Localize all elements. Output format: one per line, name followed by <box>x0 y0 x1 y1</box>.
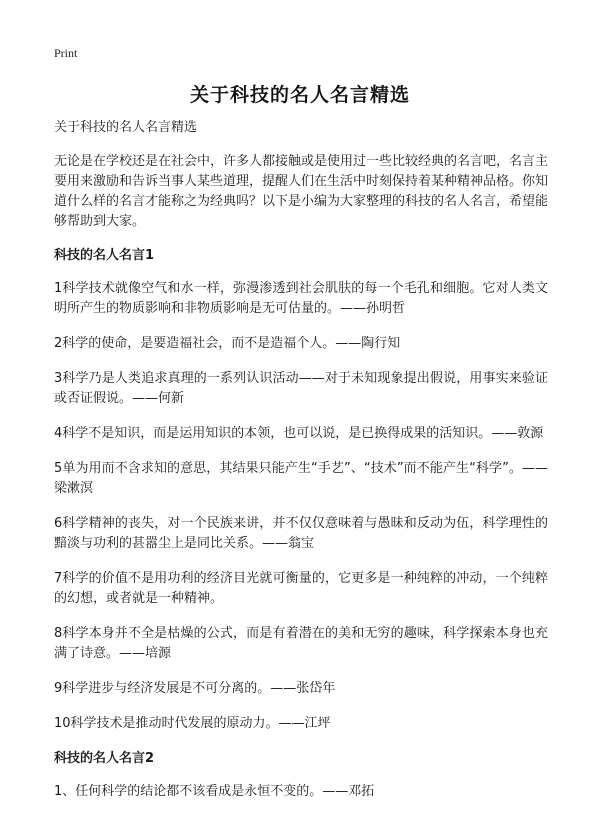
quote-item: 5单为用而不含求知的意思，其结果只能产生“手艺”、“技术”而不能产生“科学”。——梁漱溟 <box>54 461 548 496</box>
document-subtitle: 关于科技的名人名言精选 <box>54 120 198 135</box>
quote-item: 7科学的价值不是用功利的经济目光就可衡量的，它更多是一种纯粹的冲动，一个纯粹的幻想，或者就是一种精神。 <box>54 571 548 606</box>
quote-item: 10科学技术是推动时代发展的原动力。——江坪 <box>54 716 331 731</box>
quote-item: 3科学乃是人类追求真理的一系列认识活动——对于未知现象提出假说，用事实来验证或否证假说。——何新 <box>54 371 548 406</box>
section-heading-2: 科技的名人名言2 <box>54 751 155 766</box>
quote-item: 4科学不是知识，而是运用知识的本领，也可以说，是已换得成果的活知识。——敦源 <box>54 426 544 441</box>
quote-item: 6科学精神的丧失，对一个民族来讲，并不仅仅意味着与愚昧和反动为伍，科学理性的黯淡与功利的甚嚣尘上是同比关系。——翁宝 <box>54 516 548 551</box>
quote-item: 2科学的使命，是要造福社会，而不是造福个人。——陶行知 <box>54 336 401 351</box>
intro-paragraph: 无论是在学校还是在社会中，许多人都接触或是使用过一些比较经典的名言吧，名言主要用来激励和告诉当事人某些道理，提醒人们在生活中时刻保持着某种精神品格。你知道什么样的名言才能称之为经典吗？以下是小编为大家整理的科技的名人名言，希望能够帮助到大家。 <box>54 154 549 229</box>
page-title: 关于科技的名人名言精选 <box>189 84 410 106</box>
document-body <box>54 118 548 817</box>
quote-item: 8科学本身并不全是枯燥的公式，而是有着潜在的美和无穷的趣味，科学探索本身也充满了诗意。——培源 <box>54 626 548 661</box>
quote-item: 1、任何科学的结论都不该看成是永恒不变的。——邓拓 <box>54 784 375 799</box>
print-link[interactable]: Print <box>54 46 78 60</box>
quote-item: 1科学技术就像空气和水一样，弥漫渗透到社会肌肤的每一个毛孔和细胞。它对人类文明所产生的物质影响和非物质影响是无可估量的。——孙明哲 <box>54 281 548 316</box>
quote-item: 9科学进步与经济发展是不可分离的。——张岱年 <box>54 681 336 696</box>
section-heading-1: 科技的名人名言1 <box>54 248 155 263</box>
